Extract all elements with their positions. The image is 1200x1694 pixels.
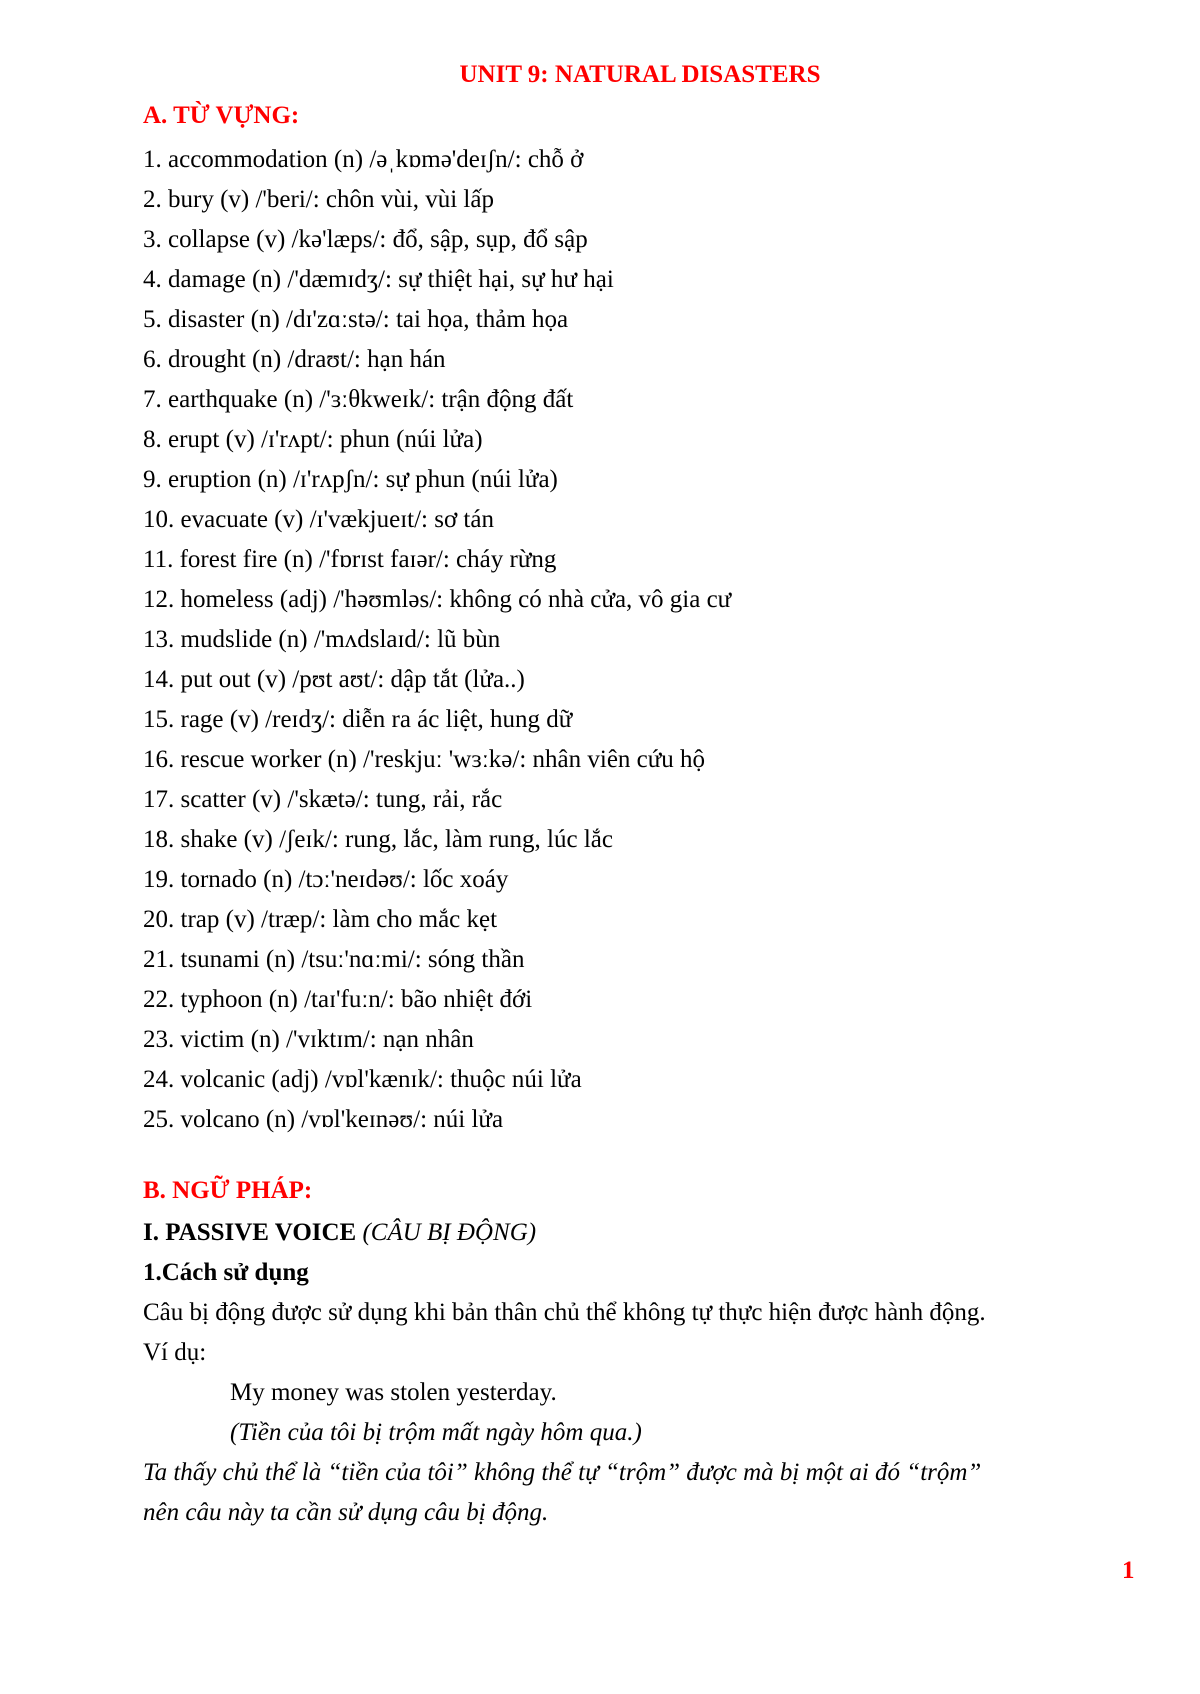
vocabulary-item: 14. put out (v) /pʊt aʊt/: dập tắt (lửa..) bbox=[143, 666, 525, 693]
grammar-heading bbox=[143, 1213, 1143, 1253]
vocabulary-item: 21. tsunami (n) /tsuː'nɑːmi/: sóng thần bbox=[143, 946, 525, 973]
usage-subheading: 1.Cách sử dụng bbox=[143, 1259, 309, 1286]
explanation-line-1: Ta thấy chủ thể là “tiền của tôi” không thể tự “trộm” được mà bị một ai đó “trộm” bbox=[143, 1459, 982, 1486]
page-number: 1 bbox=[1122, 1557, 1135, 1584]
vocabulary-item: 9. eruption (n) /ɪ'rʌpʃn/: sự phun (núi lửa) bbox=[143, 466, 558, 493]
example-sentence: My money was stolen yesterday. bbox=[230, 1379, 557, 1406]
vocabulary-item: 22. typhoon (n) /taɪ'fuːn/: bão nhiệt đới bbox=[143, 986, 533, 1013]
example-translation: (Tiền của tôi bị trộm mất ngày hôm qua.) bbox=[230, 1419, 642, 1446]
vocabulary-item: 11. forest fire (n) /'fɒrɪst faɪər/: cháy rừng bbox=[143, 546, 557, 573]
vocabulary-item: 18. shake (v) /ʃeɪk/: rung, lắc, làm rung, lúc lắc bbox=[143, 826, 613, 853]
vocabulary-item: 7. earthquake (n) /'ɜːθkweɪk/: trận động đất bbox=[143, 386, 574, 413]
vocabulary-list bbox=[143, 140, 731, 1140]
page-title: UNIT 9: NATURAL DISASTERS bbox=[459, 61, 821, 88]
grammar-heading-translation: (CÂU BỊ ĐỘNG) bbox=[362, 1219, 537, 1246]
vocabulary-item: 10. evacuate (v) /ɪ'vækjueɪt/: sơ tán bbox=[143, 506, 494, 533]
vocabulary-item: 4. damage (n) /'dæmɪdʒ/: sự thiệt hại, sự hư hại bbox=[143, 266, 614, 293]
vocabulary-item: 20. trap (v) /træp/: làm cho mắc kẹt bbox=[143, 906, 498, 933]
vocabulary-item: 8. erupt (v) /ɪ'rʌpt/: phun (núi lửa) bbox=[143, 426, 483, 453]
vocabulary-item: 24. volcanic (adj) /vɒl'kænɪk/: thuộc núi lửa bbox=[143, 1066, 582, 1093]
vocabulary-item: 25. volcano (n) /vɒl'keɪnəʊ/: núi lửa bbox=[143, 1106, 504, 1133]
section-heading-grammar: B. NGỮ PHÁP: bbox=[143, 1177, 313, 1204]
usage-paragraph: Câu bị động được sử dụng khi bản thân chủ thể không tự thực hiện được hành động. bbox=[143, 1299, 986, 1326]
vocabulary-item: 19. tornado (n) /tɔː'neɪdəʊ/: lốc xoáy bbox=[143, 866, 509, 893]
grammar-section bbox=[143, 1213, 1143, 1533]
vocabulary-item: 16. rescue worker (n) /'reskjuː 'wɜːkə/: nhân viên cứu hộ bbox=[143, 746, 706, 773]
vocabulary-item: 13. mudslide (n) /'mʌdslaɪd/: lũ bùn bbox=[143, 626, 501, 653]
vocabulary-item: 17. scatter (v) /'skætə/: tung, rải, rắc bbox=[143, 786, 503, 813]
vocabulary-item: 6. drought (n) /draʊt/: hạn hán bbox=[143, 346, 446, 373]
vocabulary-item: 3. collapse (v) /kə'læps/: đổ, sập, sụp, đổ sập bbox=[143, 226, 588, 253]
vocabulary-item: 15. rage (v) /reɪdʒ/: diễn ra ác liệt, hung dữ bbox=[143, 706, 573, 733]
vocabulary-item: 1. accommodation (n) /əˌkɒmə'deɪʃn/: chỗ ở bbox=[143, 146, 584, 173]
vocabulary-item: 23. victim (n) /'vɪktɪm/: nạn nhân bbox=[143, 1026, 474, 1053]
explanation-line-2: nên câu này ta cần sử dụng câu bị động. bbox=[143, 1499, 549, 1526]
vocabulary-item: 12. homeless (adj) /'həʊmləs/: không có nhà cửa, vô gia cư bbox=[143, 586, 732, 613]
section-heading-vocabulary: A. TỪ VỰNG: bbox=[143, 102, 300, 129]
grammar-heading-title: I. PASSIVE VOICE bbox=[143, 1219, 357, 1246]
vocabulary-item: 5. disaster (n) /dɪ'zɑːstə/: tai họa, thảm họa bbox=[143, 306, 569, 333]
vocabulary-item: 2. bury (v) /'beri/: chôn vùi, vùi lấp bbox=[143, 186, 494, 213]
example-label: Ví dụ: bbox=[143, 1339, 207, 1366]
